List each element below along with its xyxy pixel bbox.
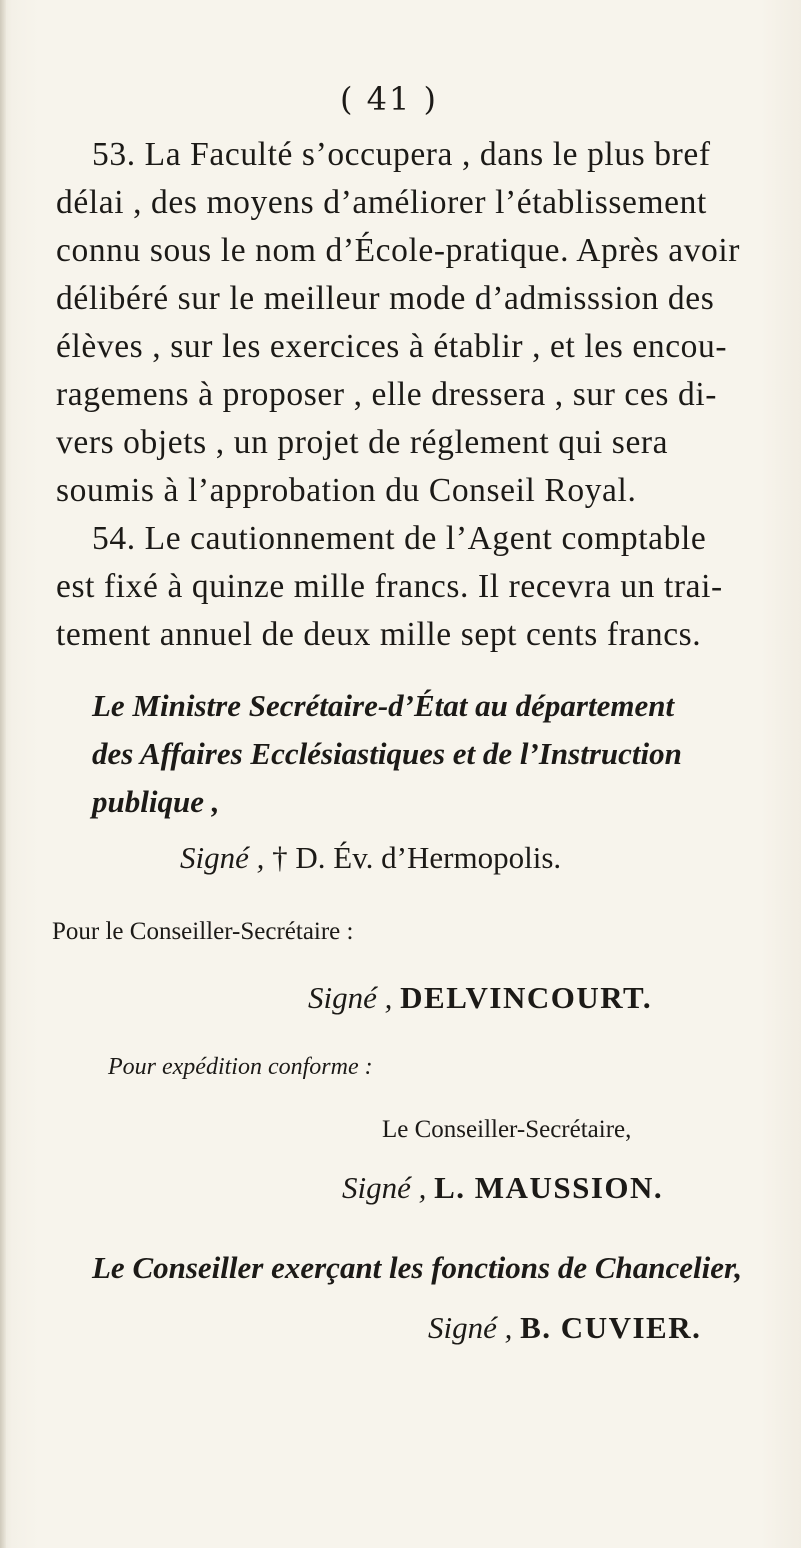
article-53-line: délai , des moyens d’améliorer l’établissement bbox=[56, 184, 707, 221]
article-53-line: 53. La Faculté s’occupera , dans le plus bref bbox=[92, 136, 711, 173]
expedition-label: Pour expédition conforme : bbox=[108, 1054, 373, 1080]
maussion-signature bbox=[342, 1170, 663, 1206]
minister-signed-name: † D. Év. d’Hermopolis. bbox=[272, 840, 562, 875]
conseiller-secretaire-label: Pour le Conseiller-Secrétaire : bbox=[52, 918, 354, 945]
signed-label: Signé , bbox=[308, 980, 393, 1015]
signed-label: Signé , bbox=[180, 840, 265, 875]
minister-title-line: publique , bbox=[92, 784, 220, 819]
minister-title-line: Le Ministre Secrétaire-d’État au département bbox=[92, 688, 675, 723]
delvincourt-signature bbox=[308, 980, 652, 1016]
article-53-line: ragemens à proposer , elle dressera , sur ces di- bbox=[56, 376, 717, 413]
article-53-line: soumis à l’approbation du Conseil Royal. bbox=[56, 472, 637, 509]
article-54-line: est fixé à quinze mille francs. Il recevra un trai- bbox=[56, 568, 723, 605]
chancelier-label: Le Conseiller exerçant les fonctions de Chancelier, bbox=[92, 1250, 743, 1285]
page-binding-edge bbox=[0, 0, 6, 1548]
delvincourt-signed-name: DELVINCOURT. bbox=[400, 980, 653, 1015]
cuvier-signed-name: B. CUVIER. bbox=[520, 1310, 702, 1345]
signed-label: Signé , bbox=[342, 1170, 427, 1205]
article-53-line: délibéré sur le meilleur mode d’admisssion des bbox=[56, 280, 715, 317]
article-54-line: tement annuel de deux mille sept cents francs. bbox=[56, 616, 702, 653]
page-number: ( 41 ) bbox=[340, 80, 439, 118]
signed-label: Signé , bbox=[428, 1310, 513, 1345]
expedition-role: Le Conseiller-Secrétaire, bbox=[382, 1116, 632, 1143]
article-53-line: connu sous le nom d’École-pratique. Après avoir bbox=[56, 232, 741, 269]
article-53-line: élèves , sur les exercices à établir , et les encou- bbox=[56, 328, 728, 365]
article-53-line: vers objets , un projet de réglement qui sera bbox=[56, 424, 669, 461]
article-54-line: 54. Le cautionnement de l’Agent comptable bbox=[92, 520, 707, 557]
minister-title-line: des Affaires Ecclésiastiques et de l’Instruction bbox=[92, 736, 682, 771]
maussion-signed-name: L. MAUSSION. bbox=[434, 1170, 664, 1205]
cuvier-signature bbox=[428, 1310, 701, 1346]
minister-signature bbox=[180, 840, 561, 876]
